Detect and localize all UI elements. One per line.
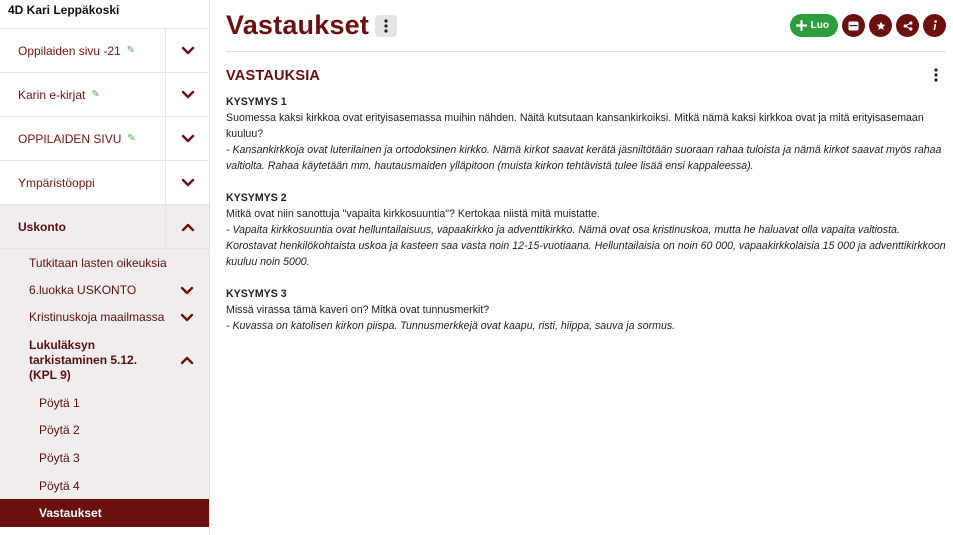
site-title[interactable]: 4D Kari Leppäkoski [0,0,209,29]
question-text: Missä virassa tämä kaveri on? Mitkä ovat tunnusmerkit? [226,304,490,316]
chevron-down-icon [181,178,195,188]
sidebar-subsubitem-poyta-1[interactable] [0,389,209,417]
chevron-up-icon [180,355,194,365]
sidebar-subsubitem-vastaukset[interactable] [0,499,209,527]
expand-toggle[interactable] [165,161,209,205]
sidebar-item-uskonto[interactable] [0,205,209,249]
expand-toggle[interactable] [165,117,209,161]
sidebar-subitem-lukulaksyn-tarkistaminen[interactable] [0,331,209,389]
sidebar-subsubitem-label[interactable]: Pöytä 1 [39,395,80,410]
page-options-button[interactable] [375,15,397,37]
sidebar-subsubitem-label[interactable]: Pöytä 3 [39,450,80,465]
page-title: Vastaukset [226,10,370,40]
sidebar-subitem-label[interactable]: Tutkitaan lasten oikeuksia [29,255,167,270]
questions-body [226,94,946,334]
chevron-down-icon [181,134,195,144]
create-button-label: Luo [810,20,829,31]
sidebar-item-ymparistooppi[interactable] [0,161,209,205]
sidebar-item-label[interactable]: Ympäristöoppi [18,175,95,190]
sidebar-subitem-label[interactable]: 6.luokka USKONTO [29,283,137,297]
expand-toggle[interactable] [165,29,209,73]
expand-toggle[interactable] [165,286,209,296]
expand-toggle[interactable] [165,73,209,117]
question-block [226,190,946,270]
sidebar-subitem-6-luokka-uskonto[interactable] [0,277,209,304]
sidebar-item-label[interactable]: Oppilaiden sivu -21 [18,43,121,58]
sidebar-subsubitem-poyta-3[interactable] [0,444,209,472]
section-options-button[interactable] [934,68,938,87]
kebab-menu-icon [934,68,938,82]
question-heading: KYSYMYS 3 [226,288,287,300]
sidebar-subitem-kristinuskoja[interactable] [0,304,209,331]
share-button[interactable] [896,14,919,37]
chevron-down-icon [180,286,194,296]
edit-pencil-icon: ✎ [127,133,136,144]
create-button[interactable] [790,14,838,37]
star-icon [876,21,886,31]
chevron-down-icon [181,46,195,56]
share-icon [903,21,913,31]
info-icon [932,20,938,31]
sidebar-item-label[interactable]: Uskonto [18,219,66,234]
sidebar-subitem-label[interactable]: Lukuläksyn tarkistaminen 5.12. (KPL 9) [29,337,138,382]
sidebar-item-label[interactable]: Karin e-kirjat [18,87,86,102]
question-answer: - Kansankirkkoja ovat luterilainen ja ortodoksinen kirkko. Nämä kirkot saavat kerätä jäsniltötään suoraan rahaa tuloista ja nämä kirkot saavat myös rahaa valtiolta. Rahaa käytetään mm. hautausmaiden ylläpitoon (muista kirkon tehtävistä tulee lisää ensi kappaleessa). [226,144,942,172]
sidebar-subitem-lasten-oikeuksia[interactable] [0,249,209,277]
sidebar-item-karin-e-kirjat[interactable] [0,73,209,117]
question-text: Suomessa kaksi kirkkoa ovat erityisasemassa muihin nähden. Näitä kutsutaan kansankirkoiksi. Mitkä nämä kaksi kirkkoa ovat ja mitä erityisasemaan kuuluu? [226,112,924,140]
plus-icon [796,20,807,31]
question-answer: - Kuvassa on katolisen kirkon piispa. Tunnusmerkkejä ovat kaapu, risti, hiippa, sauva ja sormus. [226,320,676,332]
sidebar [0,0,210,535]
chevron-down-icon [180,313,194,323]
question-answer: - Vapaita kirkkosuuntia ovat helluntailaisuus, vapaakirkko ja adventtikirkko. Nämä ovat osa kristinuskoa, mutta he haluavat olla vapaita valtiosta. Korostavat henkilökohtaista uskoa ja kasteen saa vasta noin 12-15-vuotiaana. Helluntailaisia on noin 60 000, vapaakirkkolaisia 15 000 ja adventtikirkkoon kuuluu noin 5000. [226,224,946,268]
answers-section [226,52,946,334]
sidebar-subitem-label[interactable]: Kristinuskoja maailmassa [29,310,165,324]
collapse-toggle[interactable] [165,205,209,249]
sidebar-item-oppilaiden-sivu[interactable] [0,117,209,161]
sidebar-subsubitem-poyta-4[interactable] [0,472,209,500]
collapse-toggle[interactable] [165,355,209,365]
expand-toggle[interactable] [165,313,209,323]
page-header [226,0,946,52]
layout-button[interactable] [842,14,865,37]
sidebar-subsubitem-label[interactable]: Pöytä 2 [39,423,80,438]
favorite-button[interactable] [869,14,892,37]
question-heading: KYSYMYS 1 [226,96,287,108]
chevron-up-icon [181,222,195,232]
header-actions [790,14,946,37]
chevron-down-icon [181,90,195,100]
sidebar-item-oppilaiden-sivu-21[interactable] [0,29,209,73]
sidebar-subsubitem-label[interactable]: Pöytä 4 [39,478,80,493]
question-block [226,286,946,334]
edit-pencil-icon: ✎ [91,89,100,100]
section-title: VASTAUKSIA [226,68,321,84]
edit-pencil-icon: ✎ [126,45,136,56]
question-text: Mitkä ovat niin sanottuja "vapaita kirkkosuuntia"? Kertokaa niistä mitä muistatte. [226,208,600,220]
question-heading: KYSYMYS 2 [226,192,287,204]
sidebar-item-label[interactable]: OPPILAIDEN SIVU [18,131,122,146]
sidebar-subsubitem-label[interactable]: Vastaukset [39,506,102,521]
info-button[interactable] [923,14,946,37]
main-content [226,0,946,350]
sidebar-subsubitem-poyta-2[interactable] [0,417,209,445]
kebab-menu-icon [384,19,388,33]
question-block [226,94,946,174]
layout-icon [848,21,859,31]
